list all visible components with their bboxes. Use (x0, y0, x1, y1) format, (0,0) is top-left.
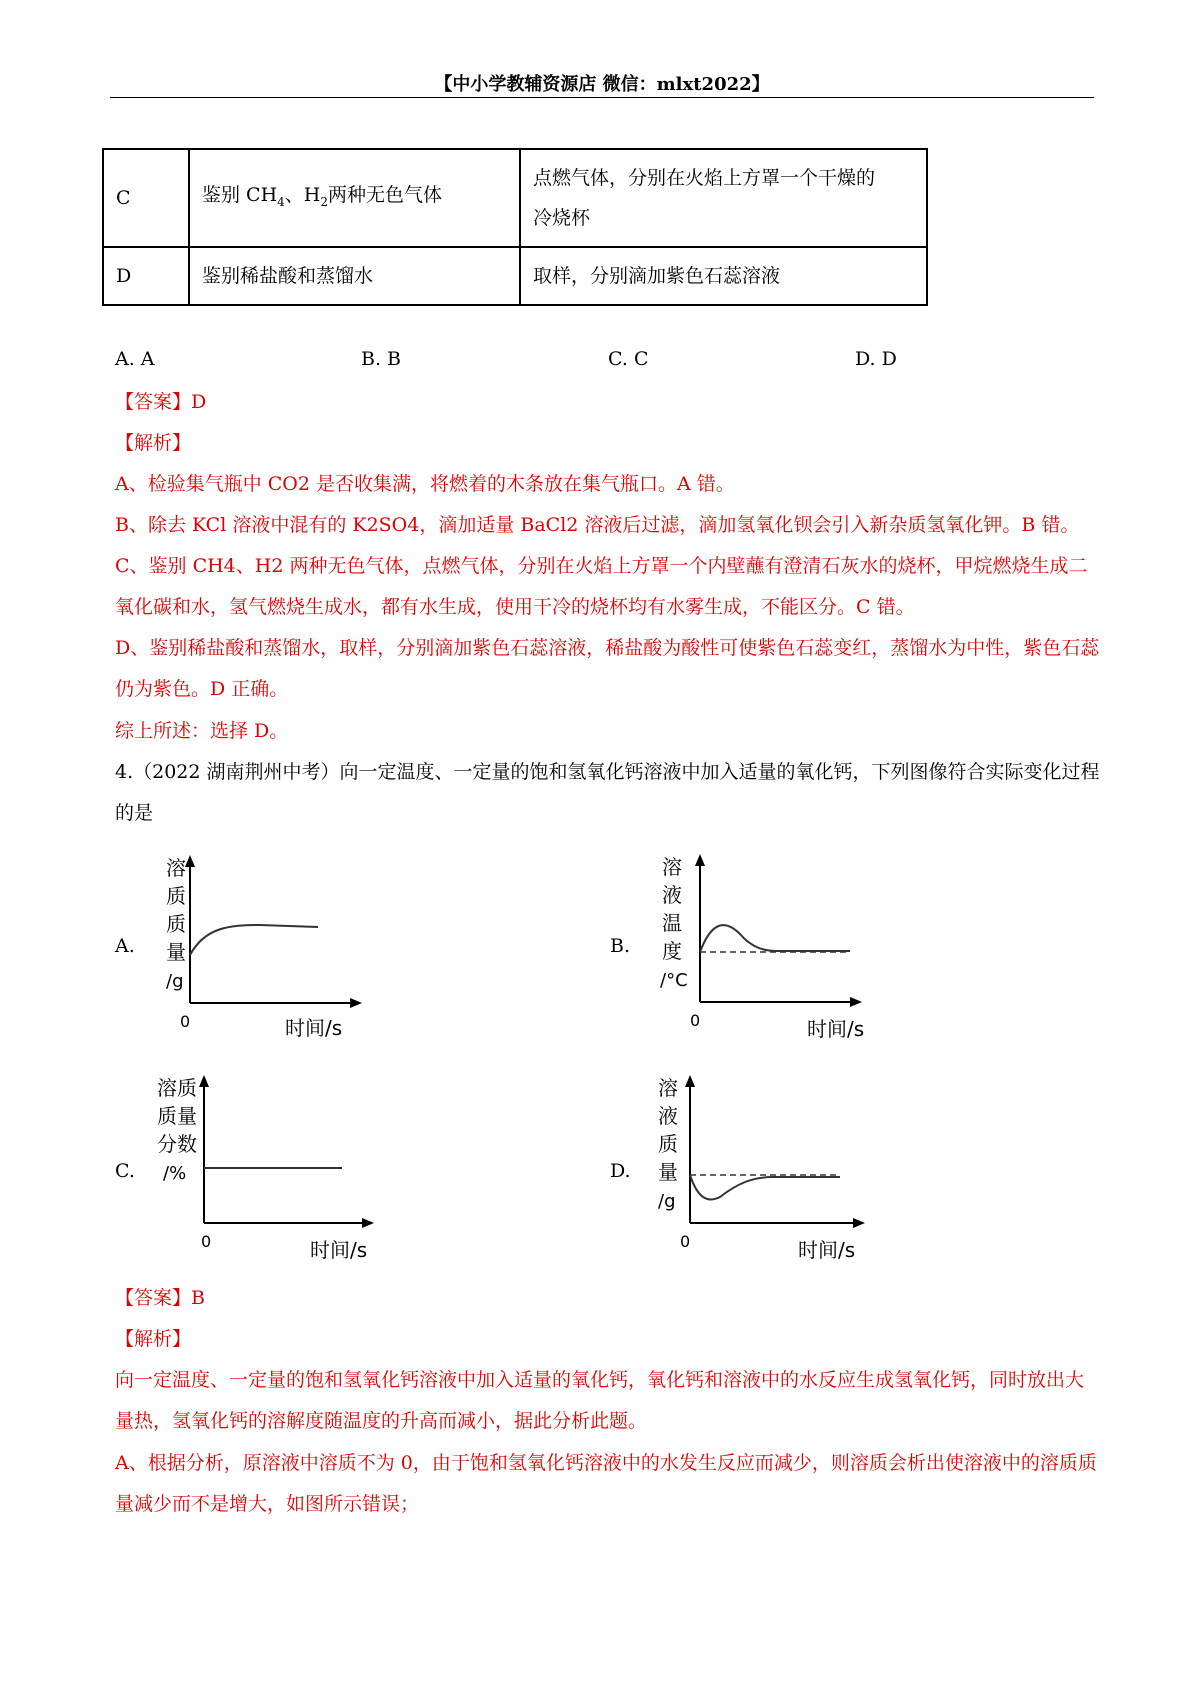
x-axis-arrow (853, 1218, 865, 1228)
q4-stem: 4.（2022 湖南荆州中考）向一定温度、一定量的饱和氢氧化钙溶液中加入适量的氧化钙，下列图像符合实际变化过程的是 (115, 761, 1100, 824)
graph-a-ylabel: 质 (166, 912, 186, 936)
graph-a (150, 855, 370, 1045)
choice-c: C. C (608, 348, 649, 370)
table-row (103, 247, 927, 305)
graph-b-letter: B. (610, 935, 631, 957)
choice-d: D. D (855, 348, 897, 370)
graph-b (660, 852, 880, 1047)
row-purpose: 鉴别稀盐酸和蒸馏水 (189, 247, 520, 305)
graph-c-ylabel: /% (163, 1163, 187, 1184)
graph-a-ylabel: 质 (166, 884, 186, 908)
row-label: D (103, 247, 189, 305)
graph-c-ylabel: 溶质 (157, 1076, 197, 1100)
q3-answer: 【答案】D (115, 391, 207, 413)
graph-a-ylabel: 溶 (166, 856, 186, 880)
graph-d-curve (690, 1175, 840, 1199)
header-divider (110, 97, 1094, 98)
graph-a-origin: 0 (180, 1012, 191, 1031)
table-row (103, 149, 927, 247)
graph-a-letter: A. (115, 935, 135, 957)
choice-a: A. A (115, 348, 155, 370)
graph-a-ylabel: /g (166, 971, 184, 992)
graph-b-ylabel: 液 (662, 883, 682, 907)
q3-analysis-c: C、鉴别 CH4、H2 两种无色气体，点燃气体，分别在火焰上方罩一个内壁蘸有澄清石灰水的烧杯，甲烷燃烧生成二氧化碳和水，氢气燃烧生成水，都有水生成，使用干冷的烧杯均有水雾生成，不能区分。C 错。 (115, 555, 1088, 618)
row-label: C (103, 149, 189, 247)
x-axis-arrow (350, 998, 362, 1008)
q3-analysis-label: 【解析】 (115, 432, 192, 454)
q4-analysis-a: A、根据分析，原溶液中溶质不为 0，由于饱和氢氧化钙溶液中的水发生反应而减少，则溶质会析出使溶液中的溶质质量减少而不是增大，如图所示错误； (115, 1452, 1097, 1515)
graph-a-ylabel: 量 (166, 940, 186, 964)
y-axis-arrow (685, 1075, 695, 1087)
q3-analysis-a: A、检验集气瓶中 CO2 是否收集满，将燃着的木条放在集气瓶口。A 错。 (115, 473, 735, 495)
y-axis-arrow (695, 854, 705, 866)
graph-c-letter: C. (115, 1160, 135, 1182)
graph-d (658, 1073, 888, 1268)
q4-answer: 【答案】B (115, 1287, 205, 1309)
graph-d-ylabel: 溶 (658, 1076, 678, 1100)
q3-analysis-b: B、除去 KCl 溶液中混有的 K2SO4，滴加适量 BaCl2 溶液后过滤，滴加氢氧化钡会引入新杂质氢氧化钾。B 错。 (115, 514, 1080, 536)
q4-analysis-intro: 向一定温度、一定量的饱和氢氧化钙溶液中加入适量的氧化钙，氧化钙和溶液中的水反应生成氢氧化钙，同时放出大量热，氢氧化钙的溶解度随温度的升高而减小，据此分析此题。 (115, 1369, 1085, 1432)
y-axis-arrow (199, 1075, 209, 1087)
page-header: 【中小学教辅资源店 微信：mlxt2022】 (434, 74, 770, 95)
graph-b-ylabel: 温 (662, 911, 682, 935)
row-method: 取样，分别滴加紫色石蕊溶液 (520, 247, 927, 305)
graph-c-ylabel: 质量 (157, 1104, 197, 1128)
graph-d-ylabel: 液 (658, 1104, 678, 1128)
graph-c-origin: 0 (201, 1232, 212, 1251)
options-table (102, 148, 928, 306)
graph-d-letter: D. (610, 1160, 631, 1182)
q3-analysis-d: D、鉴别稀盐酸和蒸馏水，取样，分别滴加紫色石蕊溶液，稀盐酸为酸性可使紫色石蕊变红，蒸馏水为中性，紫色石蕊仍为紫色。D 正确。 (115, 637, 1100, 700)
graph-b-ylabel: 溶 (662, 855, 682, 879)
y-axis-arrow (185, 855, 195, 867)
x-axis-arrow (850, 997, 862, 1007)
graph-b-origin: 0 (690, 1011, 701, 1030)
q4-analysis-label: 【解析】 (115, 1328, 192, 1350)
graph-c (157, 1073, 387, 1268)
q3-conclusion: 综上所述：选择 D。 (115, 720, 289, 742)
choice-b: B. B (361, 348, 402, 370)
graph-b-curve (700, 925, 850, 952)
graph-a-xlabel: 时间/s (285, 1016, 343, 1040)
graph-d-ylabel: 质 (658, 1132, 678, 1156)
graph-b-ylabel: /°C (660, 970, 688, 991)
graph-b-ylabel: 度 (662, 939, 682, 963)
row-purpose: 鉴别 $CH_4$、$H_2$两种无色气体 (189, 149, 520, 247)
graph-d-ylabel: /g (658, 1191, 676, 1212)
x-axis-arrow (362, 1218, 374, 1228)
graph-d-xlabel: 时间/s (798, 1238, 856, 1262)
graph-d-origin: 0 (680, 1232, 691, 1251)
graph-c-ylabel: 分数 (157, 1132, 197, 1156)
graph-b-xlabel: 时间/s (807, 1017, 865, 1041)
graph-d-ylabel: 量 (658, 1160, 678, 1184)
graph-a-curve (190, 925, 318, 955)
graph-c-xlabel: 时间/s (310, 1238, 368, 1262)
row-method: 点燃气体，分别在火焰上方罩一个干燥的 冷烧杯 (520, 149, 927, 247)
